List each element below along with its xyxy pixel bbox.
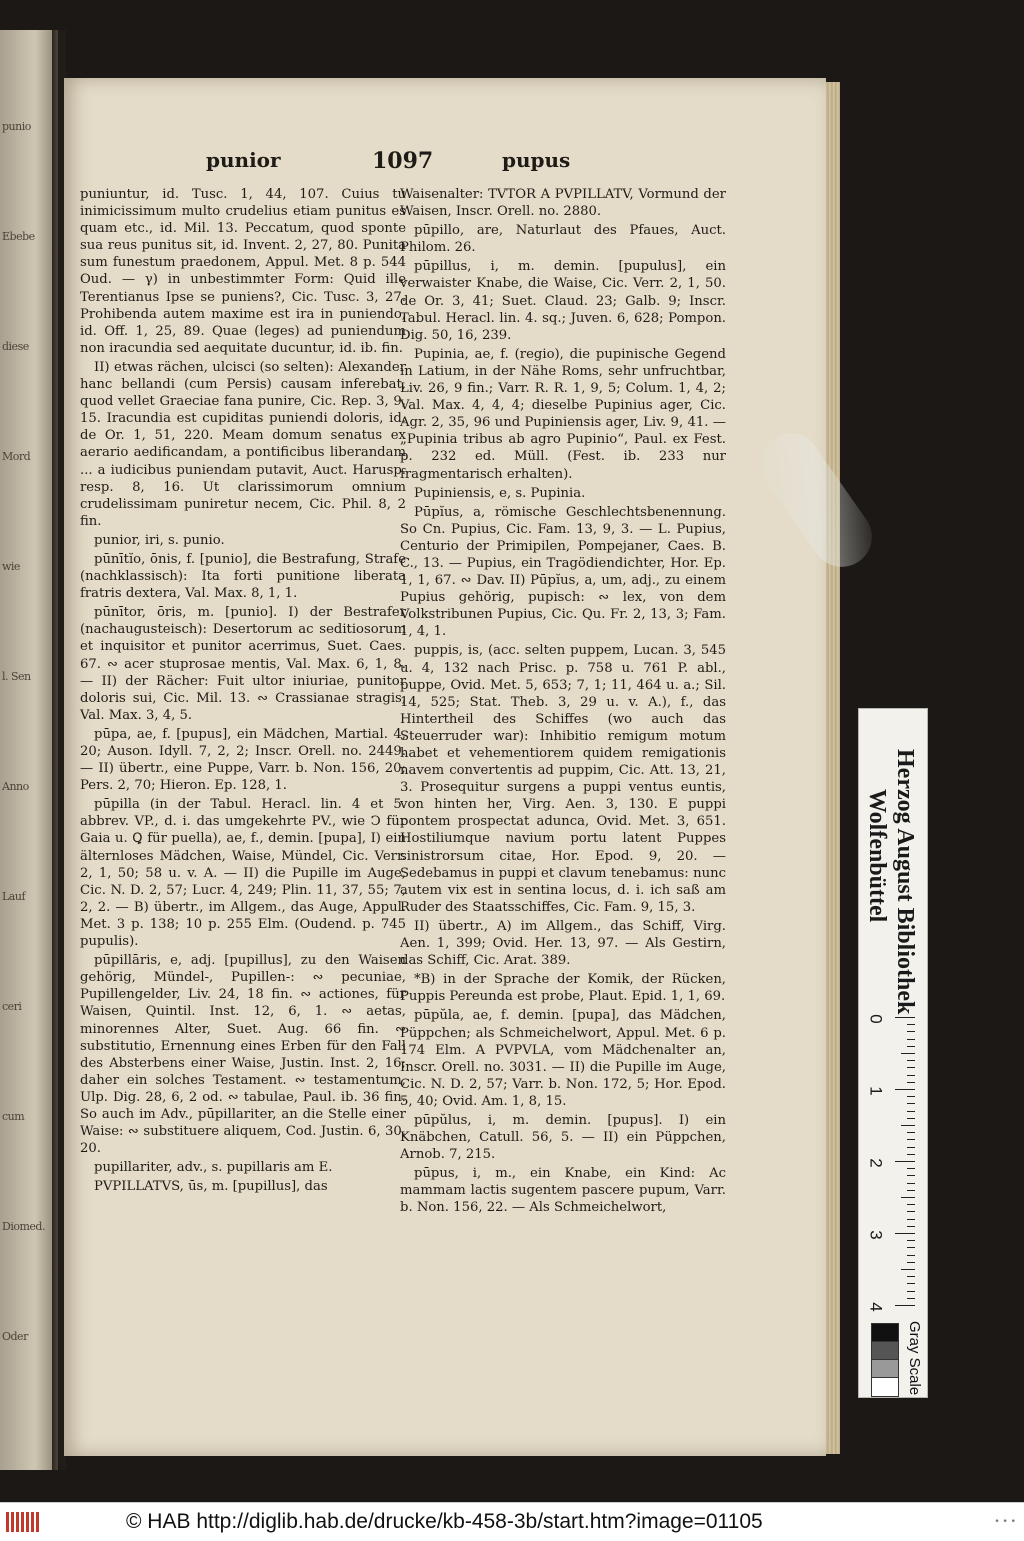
color-scale-bar [858, 708, 928, 1398]
ruler-number: 2 [866, 1158, 886, 1168]
ruler-number: 4 [866, 1302, 886, 1312]
dictionary-entry: *B) in der Sprache der Komik, der Rücken, Puppis Pereunda est probe, Plaut. Epid. 1, 1, 69. [400, 972, 726, 1005]
ruler-tick [895, 1017, 915, 1018]
dictionary-entry: II) übertr., A) im Allgem., das Schiff, Virg. Aen. 1, 399; Ovid. Her. 13, 97. — Als Gestirn, das Schiff, Cic. Arat. 389. [400, 918, 726, 969]
gray-patch [871, 1377, 899, 1397]
ruler-tick [895, 1233, 915, 1234]
dictionary-entry: puppis, is, (acc. selten puppem, Lucan. 3, 545 u. 4, 132 nach Prisc. p. 758 u. 761 P. abl., puppe, Ovid. Met. 5, 653; 7, 1; 11, 464 u. a.; Sil. 14, 525; Stat. Theb. 3, 29 u. v. A.), f., das Hintertheil des Schiffes (wo auch das Steuerruder war): Inhibitio remigum motum habet et vehementiorem quidem remigationis navem convertentis ad puppim, Cic. Att. 13, 21, 3. Prosequitur surgens a puppi ventus euntis, von hinten her, Virg. Aen. 3, 130. E puppi pontem prospectat adunca, Ovid. Met. 3, 651. Hostiliumque navium portu latent Puppes sinistrorsum citae, Hor. Epod. 9, 20. — Sedebamus in puppi et clavum tenebamus: nunc autem vix est in sentina locus, d. i. ich saß am Ruder des Staatsschiffes, Cic. Fam. 9, 15, 3. [400, 643, 726, 915]
ruler-number: 3 [866, 1230, 886, 1240]
facing-page-fragment: punio [2, 120, 31, 133]
facing-page-fragment: Anno [2, 780, 29, 793]
facing-page-fragment: Lauf [2, 890, 26, 903]
ruler-tick [895, 1161, 915, 1162]
dictionary-entry: PVPILLATVS, ūs, m. [pupillus], das [94, 1179, 328, 1195]
dictionary-entry: pūpŭlus, i, m. demin. [pupus]. I) ein Knäbchen, Catull. 56, 5. — II) ein Püppchen, Arnob. 7, 215. [400, 1112, 726, 1163]
dictionary-entry: Pupinia, ae, f. (regio), die pupinische Gegend in Latium, in der Nähe Roms, sehr unfruchtbar, Liv. 26, 9 fin.; Varr. R. R. 1, 9, 5; Colum. 1, 4, 2; Val. Max. 4, 4, 4; dieselbe Pupinius ager, Cic. Agr. 2, 35, 96 und Pupiniensis ager, Liv. 9, 41. — „Pupinia tribus ab agro Pupinio“, Paul. ex Fest. p. 232 ed. Müll. (Fest. ib. 233 nur fragmentarisch erhalten). [400, 346, 726, 482]
institution-line-1: Herzog August Bibliothek [892, 749, 918, 1015]
dictionary-entry: II) etwas rächen, ulcisci (so selten): Alexander hanc bellandi (cum Persis) causam inferebat, quod vellet Graeciae fana punire, Cic. Rep. 3, 9, 15. Iracundia est cupiditas puniendi doloris, id. de Or. 1, 51, 220. Meam domum senatus ex aerario aedificandam, a pontificibus liberandam ... a iudicibus puniendam putavit, Auct. Harusp. resp. 8, 16. Ut clarissimorum omnium crudelissimam puniretur necem, Cic. Phil. 8, 2 fin. [80, 359, 406, 529]
ruler-tick [907, 1060, 915, 1061]
dictionary-entry: pūnītor, ōris, m. [punio]. I) der Bestrafer (nachaugusteisch): Desertorum ac seditiosorum et inquisitor et punitor acerrimus, Suet. Caes. 67. ∾ acer stuprosae mentis, Val. Max. 6, 1, 8. — II) der Rächer: Fuit ultor iniuriae, punitor doloris sui, Cic. Mil. 13. ∾ Crassianae stragis, Val. Max. 3, 4, 5. [80, 605, 406, 723]
ruler-tick [907, 1262, 915, 1263]
ruler-tick [907, 1183, 915, 1184]
ruler-tick [907, 1103, 915, 1104]
facing-page-fragment: Ebebe [2, 230, 35, 243]
ruler-tick [901, 1197, 915, 1198]
dictionary-entry: Pūpĭus, a, römische Geschlechtsbenennung. So Cn. Pupius, Cic. Fam. 13, 9, 3. — L. Pupius, Centurio der Primipilen, Pompejaner, Caes. B. C., 13. — Pupius, ein Tragödiendichter, Hor. Ep. 1, 1, 67. ∾ Dav. II) Pūpĭus, a, um, adj., zu einem Pupius gehörig, pupisch: ∾ lex, von dem Volkstribunen Pupius, Cic. Qu. Fr. 2, 13, 3; Fam. 1, 4, 1. [400, 504, 726, 640]
dictionary-entry: pūpillāris, e, adj. [pupillus], zu den Waisen gehörig, Mündel-, Pupillen-: ∾ pecuniae, Pupillengelder, Liv. 24, 18 fin. ∾ actiones, für Waisen, Quintil. Inst. 12, 6, 1. ∾ aetas, minorennes Alter, Suet. Aug. 66 fin. ∾ substitutio, Ernennung eines Erben für den Fall des Absterbens einer Waise, Justin. Inst. 2, 16; daher ein solches Testament. ∾ testamentum, Ulp. Dig. 28, 6, 2 od. ∾ tabulae, Paul. ib. 36 fin. So auch im Adv., pūpillariter, an die Stelle einer Waise: ∾ substituere aliquem, Cod. Justin. 6, 30, 20. [80, 953, 406, 1157]
ruler-tick [901, 1269, 915, 1270]
gray-patch [871, 1359, 899, 1379]
ruler-tick [907, 1024, 915, 1025]
facing-page-fragment: wie [2, 560, 20, 573]
footer-bar [0, 1502, 1024, 1541]
ruler-tick [907, 1118, 915, 1119]
ruler-tick [895, 1305, 915, 1306]
facing-page-fragment: diese [2, 340, 29, 353]
dictionary-entry: pūpa, ae, f. [pupus], ein Mädchen, Martial. 4, 20; Auson. Idyll. 7, 2, 2; Inscr. Orell. no. 2449. — II) übertr., eine Puppe, Varr. b. Non. 156, 20; Pers. 2, 70; Hieron. Ep. 128, 1. [80, 726, 406, 794]
dictionary-entry: pūpŭla, ae, f. demin. [pupa], das Mädchen, Püppchen; als Schmeichelwort, Appul. Met. 6 p. 174 Elm. A PVPVLA, vom Mädchenalter an, Inscr. Orell. no. 3031. — II) die Pupille im Auge, Cic. N. D. 2, 57; Varr. b. Non. 172, 5; Hor. Epod. 5, 40; Ovid. Am. 1, 8, 15. [400, 1008, 726, 1109]
dictionary-entry: Waisenalter: TVTOR A PVPILLATV, Vormund der Waisen, Inscr. Orell. no. 2880. [400, 187, 726, 220]
page-number: 1097 [372, 148, 434, 174]
gray-patch [871, 1341, 899, 1361]
ruler-number: 1 [866, 1086, 886, 1096]
facing-page-fragment: Mord [2, 450, 31, 463]
ruler-tick [907, 1283, 915, 1284]
facing-page-fragment: cum [2, 1110, 25, 1123]
hab-logo-icon [6, 1512, 40, 1532]
ruler-tick [907, 1255, 915, 1256]
facing-page-fragment: ceri [2, 1000, 22, 1013]
dictionary-entry: pūpus, i, m., ein Knabe, ein Kind: Ac mammam lactis sugentem pascere pupum, Varr. b. Non. 156, 22. — Als Schmeichelwort, [400, 1166, 726, 1216]
ruler-tick [907, 1111, 915, 1112]
facing-page-fragment: Oder [2, 1330, 28, 1343]
facing-page-fragment: l. Sen [2, 670, 31, 683]
ruler-tick [907, 1132, 915, 1133]
ruler-tick [907, 1204, 915, 1205]
ruler-tick [907, 1031, 915, 1032]
ruler-tick [907, 1276, 915, 1277]
dictionary-entry: pūpilla (in der Tabul. Heracl. lin. 4 et 5. abbrev. VP., d. i. das umgekehrte PV., wie Ↄ für Gaia u. Ꝗ für puella), ae, f., demin. [pupa], I) ein älternloses Mädchen, Waise, Mündel, Cic. Verr. 2, 1, 50; 58 u. v. A. — II) die Pupille im Auge, Cic. N. D. 2, 57; Lucr. 4, 249; Plin. 11, 37, 55; 7, 2, 2. — B) übertr., im Allgem., das Auge, Appul. Met. 3 p. 138; 10 p. 255 Elm. (Oudend. p. 745 pupulis). [80, 797, 406, 950]
facing-page-edge [0, 30, 58, 1470]
ruler-tick [907, 1240, 915, 1241]
dictionary-entry: pūpillo, are, Naturlaut des Pfaues, Auct. Philom. 26. [400, 223, 726, 256]
ruler-tick [907, 1096, 915, 1097]
ruler-tick [907, 1082, 915, 1083]
running-header [206, 148, 596, 182]
left-column [80, 186, 406, 1197]
ruler-tick [907, 1046, 915, 1047]
ruler-tick [907, 1175, 915, 1176]
ruler-tick [907, 1067, 915, 1068]
dictionary-entry: pūnītĭo, ōnis, f. [punio], die Bestrafung, Strafe (nachklassisch): Ita forti punitione liberata fratris dextera, Val. Max. 8, 1, 1. [80, 551, 406, 602]
gray-scale-label: Gray Scale [906, 1321, 923, 1396]
dictionary-entry: pupillariter, adv., s. pupillaris am E. [94, 1160, 333, 1176]
ruler-tick [907, 1226, 915, 1227]
dictionary-entry: pūpillus, i, m. demin. [pupulus], ein verwaister Knabe, die Waise, Cic. Verr. 2, 1, 50. de Or. 3, 41; Suet. Claud. 23; Galb. 9; Inscr. Tabul. Heracl. lin. 4. sq.; Juven. 6, 628; Pompon. Dig. 50, 16, 239. [400, 259, 726, 343]
ruler-tick [907, 1139, 915, 1140]
institution-line-2: Wolfenbüttel [864, 789, 890, 923]
ruler-tick [907, 1190, 915, 1191]
dictionary-entry: punior, iri, s. punio. [94, 532, 225, 548]
facing-page-fragment: Diomed. [2, 1220, 45, 1233]
cm-ruler [866, 1014, 919, 1317]
dictionary-entry: Pupiniensis, e, s. Pupinia. [414, 485, 586, 501]
header-right-word: pupus [502, 148, 571, 172]
ruler-tick [907, 1075, 915, 1076]
ruler-tick [907, 1247, 915, 1248]
right-column [400, 186, 726, 1219]
gray-patch [871, 1323, 899, 1343]
dictionary-entry: puniuntur, id. Tusc. 1, 44, 107. Cuius tu inimicissimum multo crudelius etiam punitus es quam etc., id. Mil. 13. Peccatum, quod sponte sua reus punitus sit, id. Invent. 2, 27, 80. Punita sum funestum praedonem, Appul. Met. 8 p. 544 Oud. — γ) in unbestimmter Form: Quid ille Terentianus Ipse se puniens?, Cic. Tusc. 3, 27. Prohibenda autem maxime est ira in puniendo, id. Off. 1, 25, 89. Quae (leges) ad puniendum non iracundia sed aequitate ducuntur, id. ib. fin. [80, 187, 406, 356]
ruler-tick [901, 1125, 915, 1126]
ruler-tick [907, 1298, 915, 1299]
ruler-tick [895, 1089, 915, 1090]
footer-dots: • • • [994, 1517, 1016, 1527]
header-left-word: punior [206, 148, 281, 172]
ruler-tick [907, 1168, 915, 1169]
ruler-tick [907, 1291, 915, 1292]
ruler-tick [907, 1039, 915, 1040]
ruler-tick [907, 1211, 915, 1212]
ruler-tick [901, 1053, 915, 1054]
ruler-tick [907, 1147, 915, 1148]
ruler-tick [907, 1154, 915, 1155]
ruler-number: 0 [866, 1014, 886, 1024]
footer-credit-link[interactable]: © HAB http://diglib.hab.de/drucke/kb-458-3b/start.htm?image=01105 [126, 1510, 763, 1533]
page-edges [826, 82, 840, 1454]
ruler-tick [907, 1219, 915, 1220]
